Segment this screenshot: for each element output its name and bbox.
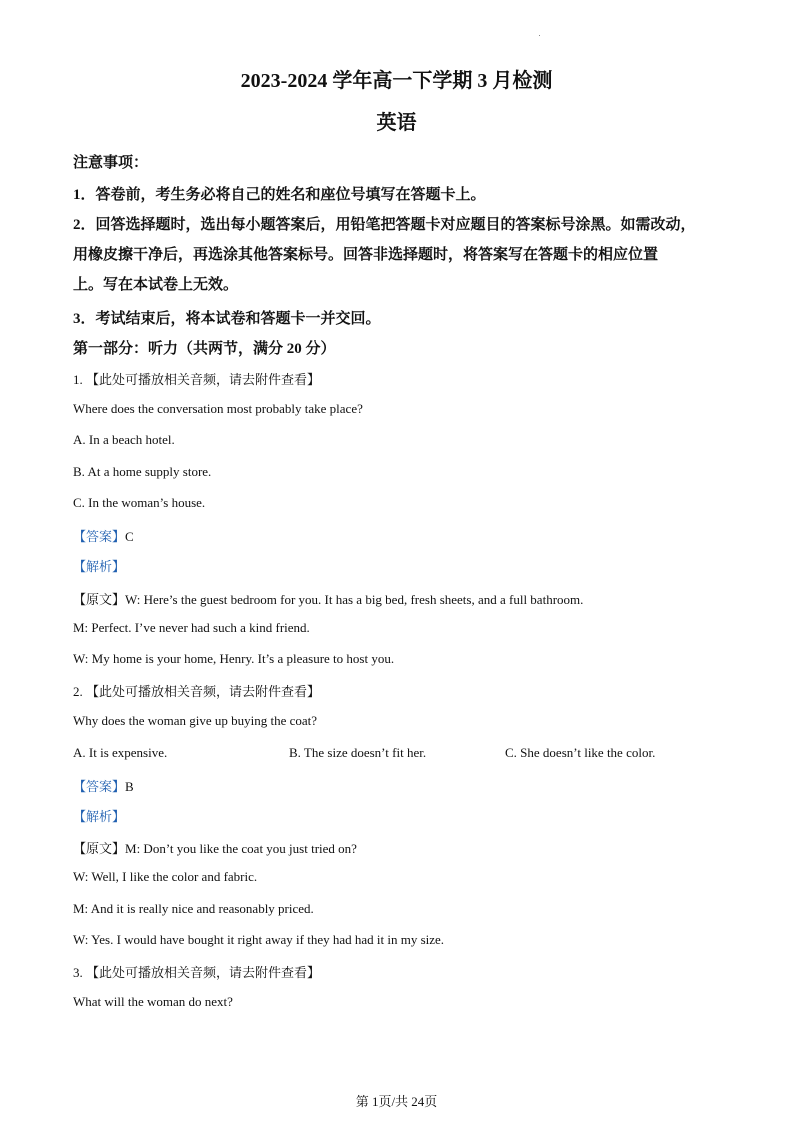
q2-transcript-line-1 (73, 838, 357, 857)
notes-item-2-line-3: 上。写在本试卷上无效。 (73, 277, 239, 293)
q1-option-c: C. In the woman’s house. (73, 495, 206, 510)
q3-header (73, 962, 320, 981)
subject-title: 英语 (376, 112, 417, 134)
q2-answer (73, 776, 134, 795)
exam-title: 2023-2024 学年高一下学期 3 月检测 (240, 70, 553, 92)
q1-answer-tag: 【答案】 (73, 529, 126, 544)
q3-question: What will the woman do next? (73, 994, 233, 1009)
q1-option-a: A. In a beach hotel. (73, 432, 175, 447)
q2-analysis-tag: 【解析】 (73, 809, 126, 824)
q1-audio-note: 【此处可播放相关音频，请去附件查看】 (86, 372, 321, 387)
q2-line-1-text: M: Don’t you like the coat you just tried on? (125, 841, 357, 856)
notes-item-2-line-1: 2．回答选择题时，选出每小题答案后，用铅笔把答题卡对应题目的答案标号涂黑。如需改动， (73, 217, 696, 233)
q2-number: 2. (73, 684, 83, 699)
q2-option-b: B. The size doesn’t fit her. (289, 745, 427, 760)
notes-item-3: 3．考试结束后，将本试卷和答题卡一并交回。 (73, 311, 381, 327)
notes-heading: 注意事项： (73, 155, 149, 171)
q2-transcript-line-3: M: And it is really nice and reasonably priced. (73, 901, 314, 916)
q2-answer-tag: 【答案】 (73, 779, 126, 794)
q2-transcript-line-4: W: Yes. I would have bought it right away if they had had it in my size. (73, 932, 445, 947)
q1-transcript-line-3: W: My home is your home, Henry. It’s a pleasure to host you. (73, 651, 395, 666)
q1-line-1-text: W: Here’s the guest bedroom for you. It has a big bed, fresh sheets, and a full bathroom. (125, 592, 584, 607)
q1-number: 1. (73, 372, 83, 387)
q1-original-tag: 【原文】 (73, 592, 126, 607)
notes-item-1: 1．答卷前，考生务必将自己的姓名和座位号填写在答题卡上。 (73, 187, 486, 203)
q2-original-tag: 【原文】 (73, 841, 126, 856)
q1-answer-value: C (125, 529, 134, 544)
q1-option-b: B. At a home supply store. (73, 464, 212, 479)
page-number: 第 1页/共 24页 (355, 1094, 438, 1109)
q2-audio-note: 【此处可播放相关音频，请去附件查看】 (86, 684, 321, 699)
section-heading: 第一部分：听力（共两节，满分 20 分） (73, 341, 336, 357)
q3-number: 3. (73, 965, 83, 980)
q1-transcript-line-1 (73, 589, 583, 608)
corner-mark (539, 35, 540, 36)
q1-answer (73, 526, 134, 545)
q2-answer-value: B (125, 779, 134, 794)
notes-item-2-line-2: 用橡皮擦干净后，再选涂其他答案标号。回答非选择题时，将答案写在答题卡的相应位置 (73, 247, 659, 263)
q2-option-a: A. It is expensive. (73, 745, 168, 760)
q2-option-c: C. She doesn’t like the color. (505, 745, 656, 760)
q1-analysis-tag: 【解析】 (73, 559, 126, 574)
q2-header (73, 681, 320, 700)
q3-audio-note: 【此处可播放相关音频，请去附件查看】 (86, 965, 321, 980)
q2-transcript-line-2: W: Well, I like the color and fabric. (73, 869, 258, 884)
q2-question: Why does the woman give up buying the coat? (73, 713, 318, 728)
q1-transcript-line-2: M: Perfect. I’ve never had such a kind friend. (73, 620, 310, 635)
q1-question: Where does the conversation most probably take place? (73, 401, 363, 416)
q1-header (73, 369, 320, 388)
